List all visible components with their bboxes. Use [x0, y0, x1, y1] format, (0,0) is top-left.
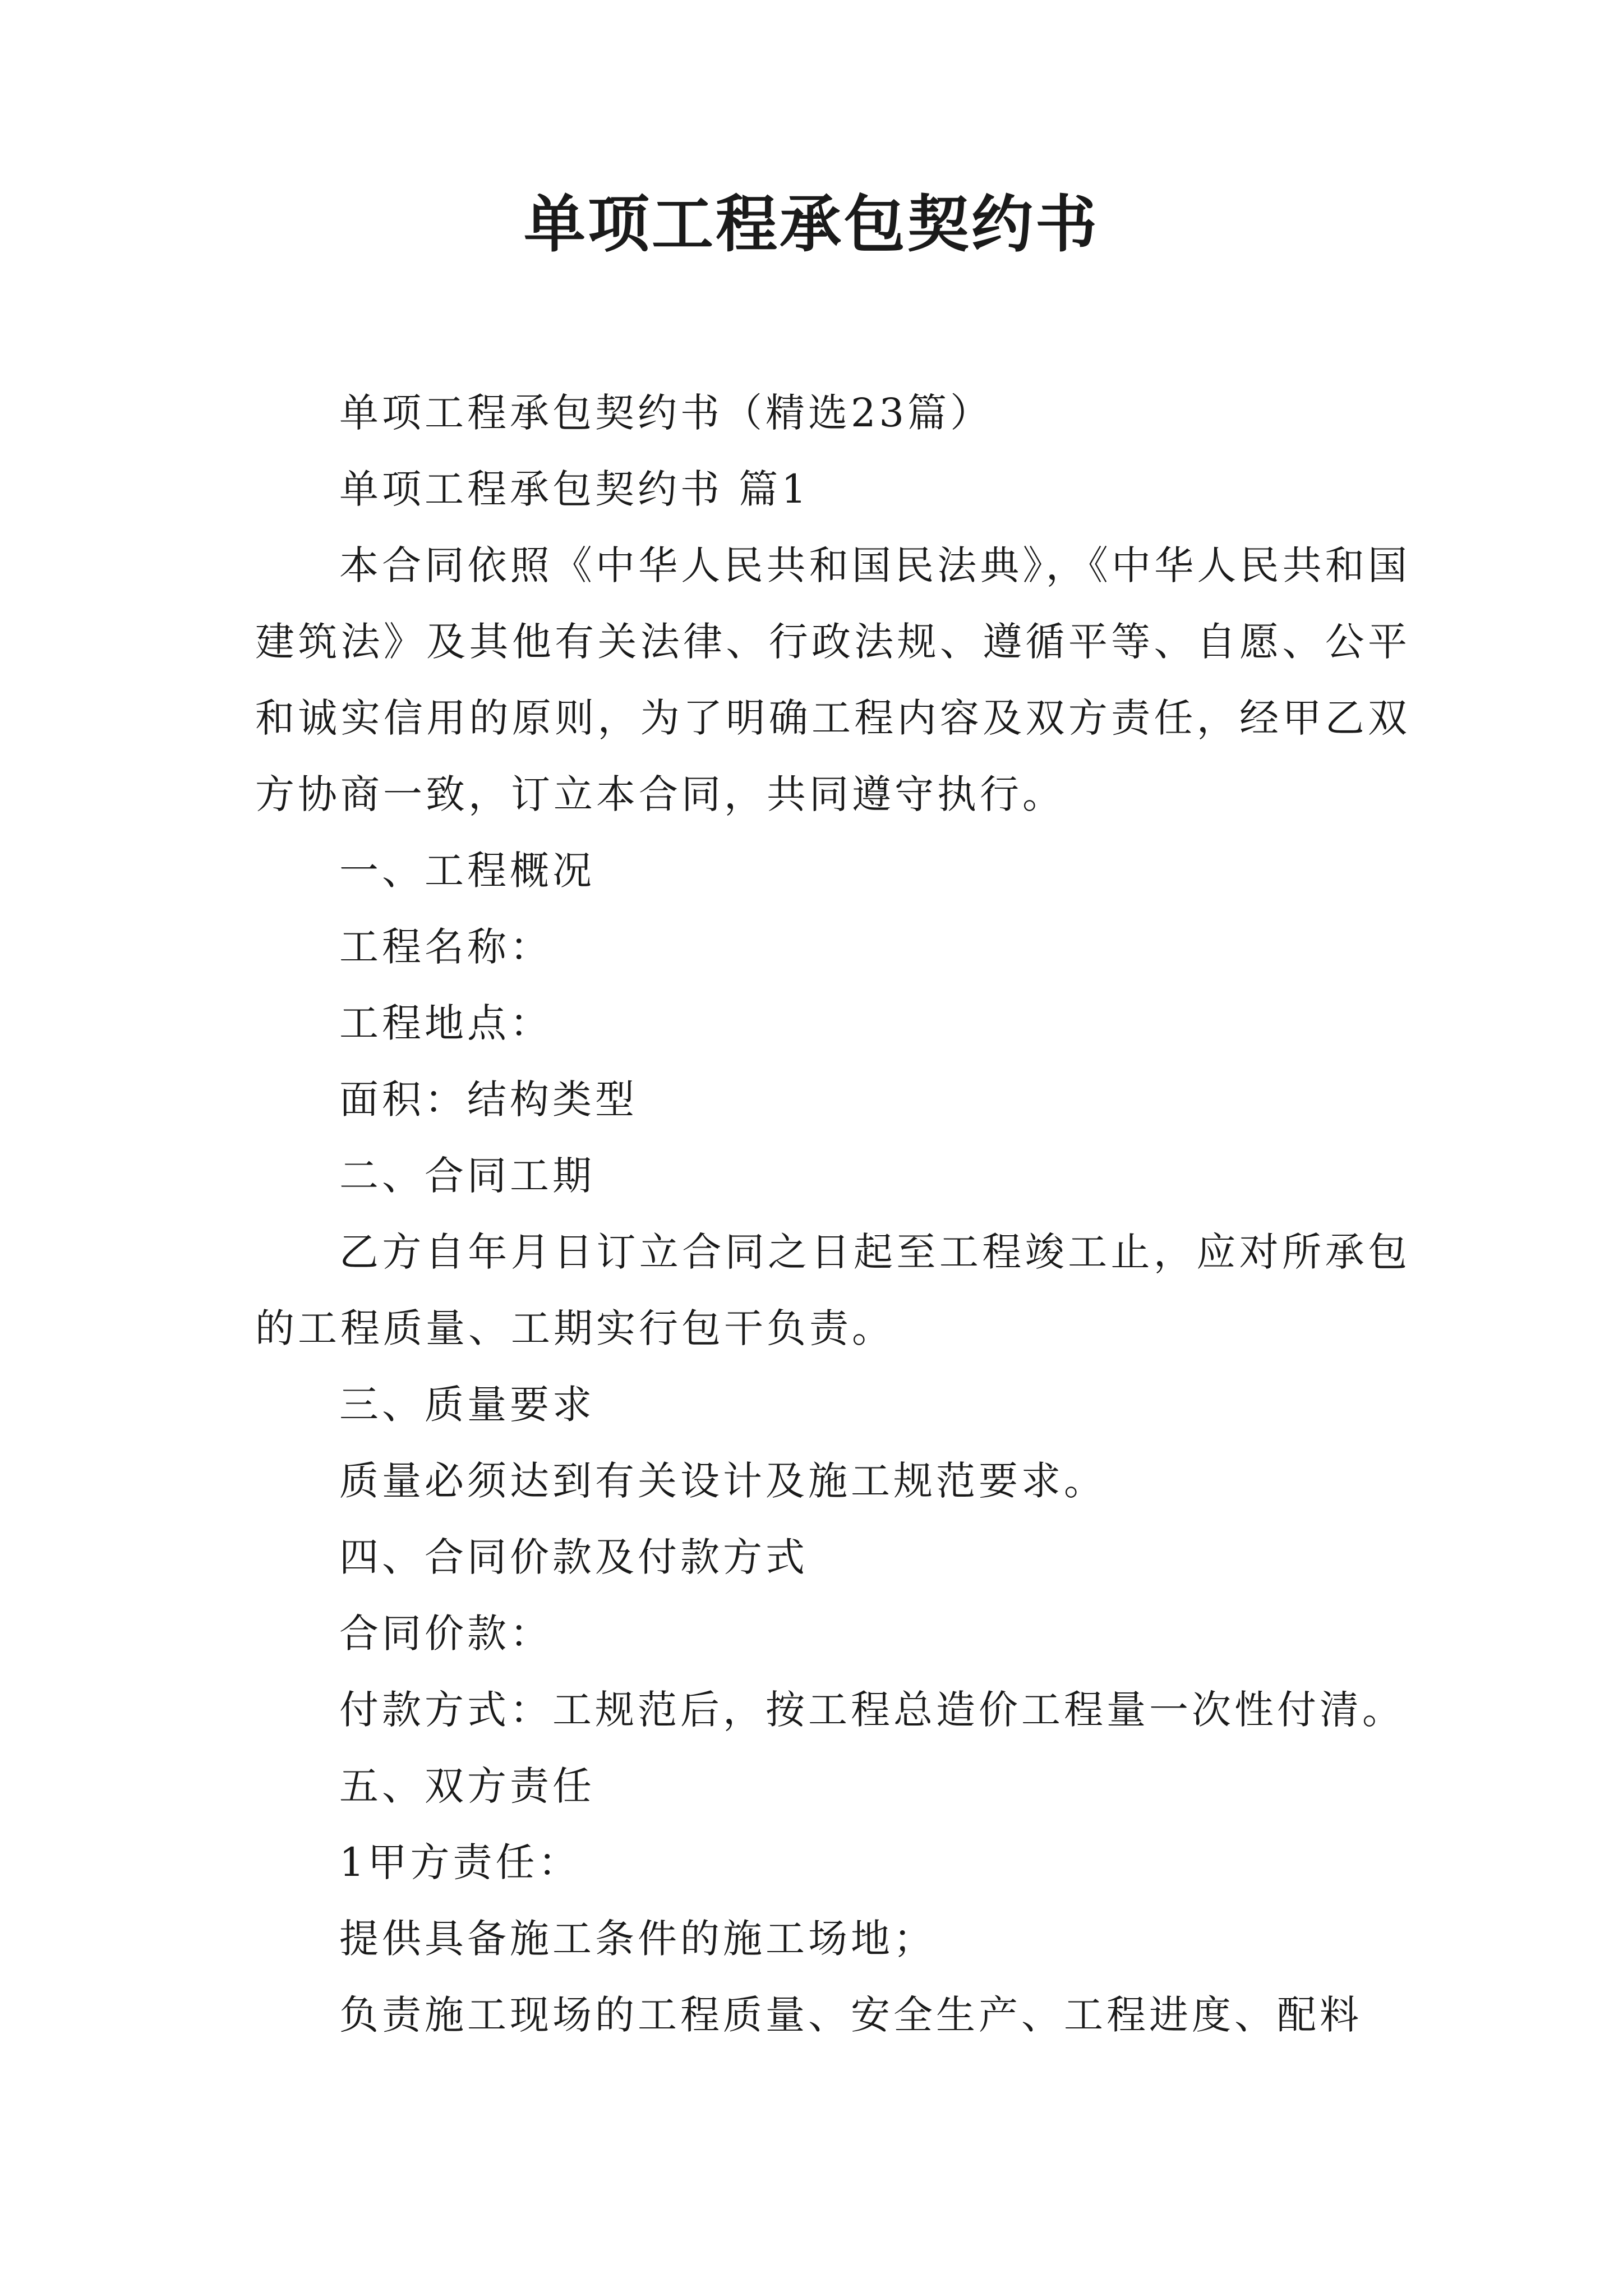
document-title: 单项工程承包契约书	[524, 188, 1099, 260]
field-line: 合同价款：	[339, 1611, 552, 1657]
body-paragraph: 本合同依照《中华人民共和国民法典》，《中华人民共和国建筑法》及其他有关法律、行政法规、遵循平等、自愿、公平和诚实信用的原则，为了明确工程内容及双方责任，经甲乙双方协商一致，订立本合同，共同遵守执行。	[255, 542, 1410, 817]
body-paragraph: 负责施工现场的工程质量、安全生产、工程进度、配料	[339, 1992, 1362, 2038]
clause-heading: 一、工程概况	[339, 848, 595, 894]
clause-heading: 四、合同价款及付款方式	[339, 1534, 808, 1580]
body-paragraph: 乙方自年月日订立合同之日起至工程竣工止，应对所承包的工程质量、工期实行包干负责。	[255, 1229, 1410, 1351]
field-line: 面积：结构类型	[339, 1076, 638, 1122]
field-line: 工程地点：	[339, 1000, 552, 1046]
field-line: 工程名称：	[339, 924, 552, 970]
body-paragraph: 质量必须达到有关设计及施工规范要求。	[339, 1458, 1106, 1504]
subtitle-line: 单项工程承包契约书（精选23篇）	[339, 390, 993, 436]
clause-heading: 五、双方责任	[339, 1763, 595, 1809]
sub-heading: 1甲方责任：	[339, 1839, 581, 1885]
body-paragraph: 提供具备施工条件的施工场地；	[339, 1916, 936, 1962]
body-paragraph: 付款方式：工规范后，按工程总造价工程量一次性付清。	[339, 1687, 1405, 1733]
clause-heading: 三、质量要求	[339, 1382, 595, 1428]
section-heading: 单项工程承包契约书 篇1	[339, 466, 810, 512]
clause-heading: 二、合同工期	[339, 1153, 595, 1199]
document-body	[255, 375, 1410, 2053]
